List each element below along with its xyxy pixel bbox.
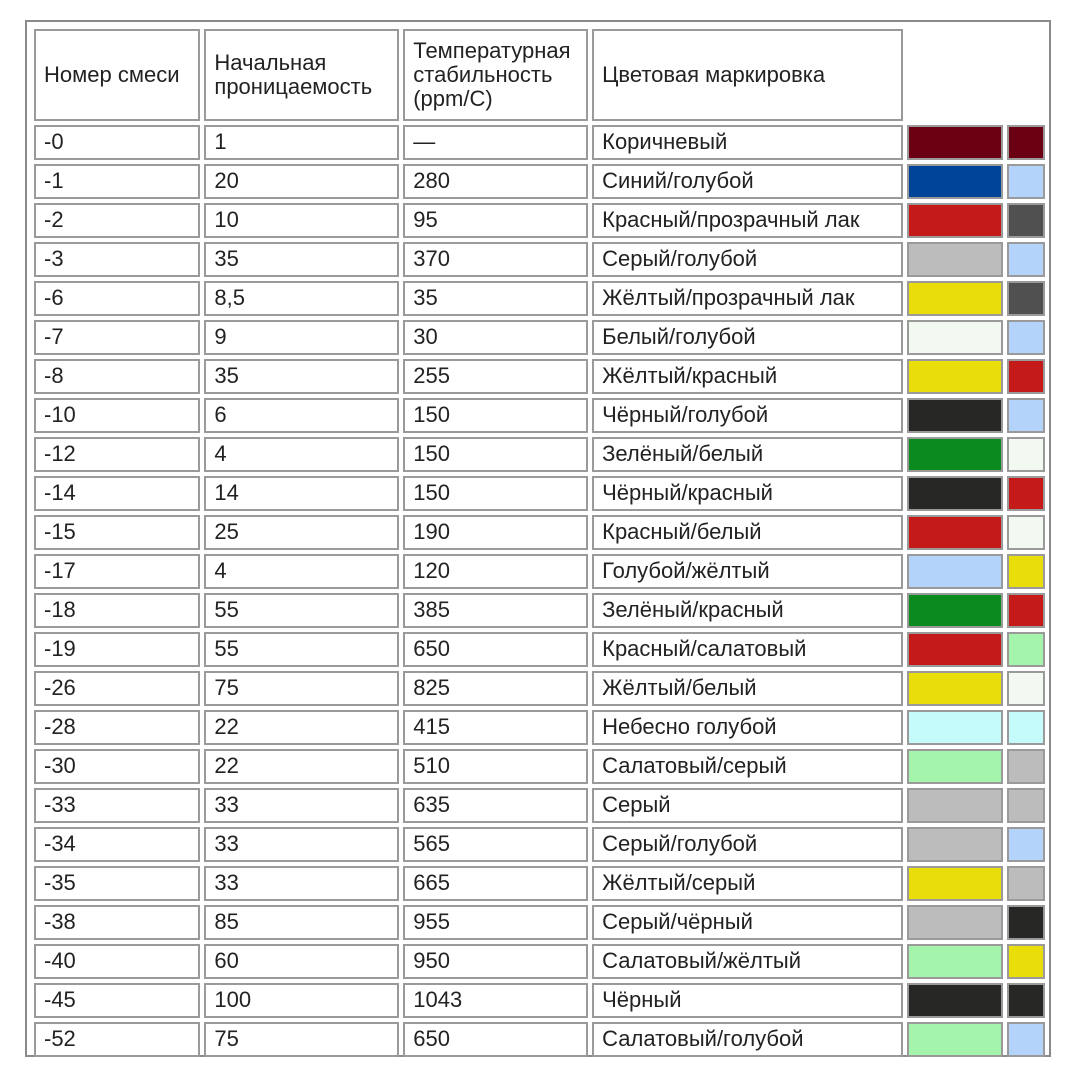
color-swatch-secondary [1007,593,1045,628]
color-swatch-secondary [1007,905,1045,940]
table-row [34,671,1045,706]
cell-mix-number: -45 [34,983,200,1018]
color-swatch-primary [907,788,1003,823]
color-swatch-secondary [1007,710,1045,745]
cell-initial-permeability: 14 [204,476,399,511]
table-row [34,788,1045,823]
cell-mix-number: -33 [34,788,200,823]
cell-initial-permeability: 33 [204,827,399,862]
color-swatch-secondary [1007,944,1045,979]
table-row [34,749,1045,784]
cell-mix-number: -1 [34,164,200,199]
mix-table [30,25,1049,1061]
swatch-fill [1009,712,1043,743]
cell-color-label: Салатовый/серый [592,749,903,784]
table-row [34,1022,1045,1057]
swatch-fill [1009,205,1043,236]
color-swatch-secondary [1007,242,1045,277]
cell-initial-permeability: 10 [204,203,399,238]
color-swatch-secondary [1007,164,1045,199]
swatch-fill [909,829,1001,860]
cell-temperature-stability: 650 [403,1022,588,1057]
swatch-fill [909,712,1001,743]
color-swatch-primary [907,1022,1003,1057]
swatch-fill [909,517,1001,548]
swatch-fill [1009,790,1043,821]
cell-mix-number: -12 [34,437,200,472]
cell-color-label: Жёлтый/белый [592,671,903,706]
cell-initial-permeability: 35 [204,242,399,277]
swatch-fill [909,205,1001,236]
color-swatch-primary [907,359,1003,394]
swatch-fill [1009,907,1043,938]
cell-temperature-stability: 280 [403,164,588,199]
color-swatch-primary [907,515,1003,550]
table-row [34,554,1045,589]
color-swatch-secondary [1007,632,1045,667]
color-swatch-primary [907,476,1003,511]
cell-initial-permeability: 22 [204,749,399,784]
cell-mix-number: -28 [34,710,200,745]
swatch-fill [909,946,1001,977]
color-swatch-secondary [1007,320,1045,355]
cell-mix-number: -34 [34,827,200,862]
cell-temperature-stability: 565 [403,827,588,862]
table-row [34,905,1045,940]
cell-initial-permeability: 55 [204,632,399,667]
header-swatch-blank [907,29,1045,121]
swatch-fill [1009,673,1043,704]
cell-temperature-stability: 35 [403,281,588,316]
cell-initial-permeability: 33 [204,866,399,901]
color-swatch-primary [907,671,1003,706]
swatch-fill [909,322,1001,353]
cell-temperature-stability: 370 [403,242,588,277]
table-row [34,398,1045,433]
cell-color-label: Серый/голубой [592,242,903,277]
cell-temperature-stability: 30 [403,320,588,355]
table-header-row [34,29,1045,121]
cell-temperature-stability: 120 [403,554,588,589]
cell-initial-permeability: 8,5 [204,281,399,316]
cell-color-label: Чёрный/голубой [592,398,903,433]
color-swatch-primary [907,437,1003,472]
color-swatch-secondary [1007,866,1045,901]
swatch-fill [909,985,1001,1016]
color-swatch-secondary [1007,749,1045,784]
swatch-fill [909,478,1001,509]
color-swatch-secondary [1007,437,1045,472]
swatch-fill [1009,283,1043,314]
color-swatch-secondary [1007,1022,1045,1057]
table-row [34,281,1045,316]
color-swatch-primary [907,905,1003,940]
cell-initial-permeability: 22 [204,710,399,745]
swatch-fill [909,634,1001,665]
swatch-fill [1009,985,1043,1016]
color-swatch-secondary [1007,476,1045,511]
swatch-fill [1009,400,1043,431]
cell-temperature-stability: 95 [403,203,588,238]
cell-mix-number: -14 [34,476,200,511]
cell-temperature-stability: 150 [403,437,588,472]
cell-initial-permeability: 75 [204,671,399,706]
cell-color-label: Жёлтый/серый [592,866,903,901]
cell-initial-permeability: 60 [204,944,399,979]
swatch-fill [909,907,1001,938]
cell-initial-permeability: 33 [204,788,399,823]
cell-temperature-stability: 950 [403,944,588,979]
cell-temperature-stability: 955 [403,905,588,940]
cell-mix-number: -18 [34,593,200,628]
cell-color-label: Синий/голубой [592,164,903,199]
cell-temperature-stability: 190 [403,515,588,550]
cell-color-label: Чёрный [592,983,903,1018]
cell-initial-permeability: 55 [204,593,399,628]
swatch-fill [909,283,1001,314]
cell-temperature-stability: 150 [403,398,588,433]
swatch-fill [909,868,1001,899]
swatch-fill [1009,634,1043,665]
cell-initial-permeability: 20 [204,164,399,199]
swatch-fill [909,673,1001,704]
cell-temperature-stability: 650 [403,632,588,667]
table-row [34,710,1045,745]
cell-initial-permeability: 1 [204,125,399,160]
table-row [34,242,1045,277]
swatch-fill [909,556,1001,587]
cell-color-label: Серый/чёрный [592,905,903,940]
header-color-marking: Цветовая маркировка [592,29,903,121]
cell-mix-number: -7 [34,320,200,355]
cell-temperature-stability: 510 [403,749,588,784]
table-row [34,164,1045,199]
color-swatch-primary [907,827,1003,862]
color-swatch-primary [907,554,1003,589]
table-row [34,320,1045,355]
cell-color-label: Белый/голубой [592,320,903,355]
table-row [34,827,1045,862]
swatch-fill [1009,517,1043,548]
swatch-fill [1009,946,1043,977]
cell-color-label: Голубой/жёлтый [592,554,903,589]
swatch-fill [909,790,1001,821]
table-row [34,437,1045,472]
swatch-fill [1009,166,1043,197]
cell-color-label: Красный/белый [592,515,903,550]
color-swatch-secondary [1007,788,1045,823]
swatch-fill [909,1024,1001,1055]
color-swatch-secondary [1007,398,1045,433]
table-row [34,203,1045,238]
cell-mix-number: -52 [34,1022,200,1057]
cell-color-label: Салатовый/голубой [592,1022,903,1057]
table-row [34,359,1045,394]
swatch-fill [1009,361,1043,392]
table-row [34,515,1045,550]
color-swatch-secondary [1007,554,1045,589]
header-temperature-stability: Температурная стабильность (ppm/C) [403,29,588,121]
color-swatch-secondary [1007,827,1045,862]
swatch-fill [1009,829,1043,860]
swatch-fill [909,166,1001,197]
swatch-fill [1009,595,1043,626]
table-row [34,866,1045,901]
cell-mix-number: -2 [34,203,200,238]
color-swatch-primary [907,125,1003,160]
color-swatch-primary [907,242,1003,277]
table-row [34,983,1045,1018]
swatch-fill [1009,439,1043,470]
swatch-fill [1009,244,1043,275]
cell-color-label: Коричневый [592,125,903,160]
cell-initial-permeability: 25 [204,515,399,550]
color-swatch-primary [907,398,1003,433]
cell-temperature-stability: 635 [403,788,588,823]
table-row [34,944,1045,979]
cell-initial-permeability: 75 [204,1022,399,1057]
header-initial-permeability: Начальная проницаемость [204,29,399,121]
swatch-fill [909,595,1001,626]
table-row [34,632,1045,667]
cell-temperature-stability: — [403,125,588,160]
color-swatch-secondary [1007,281,1045,316]
color-swatch-secondary [1007,983,1045,1018]
color-swatch-primary [907,320,1003,355]
cell-initial-permeability: 4 [204,554,399,589]
cell-color-label: Красный/салатовый [592,632,903,667]
cell-mix-number: -38 [34,905,200,940]
cell-temperature-stability: 255 [403,359,588,394]
cell-initial-permeability: 85 [204,905,399,940]
cell-color-label: Небесно голубой [592,710,903,745]
swatch-fill [909,361,1001,392]
swatch-fill [1009,868,1043,899]
color-swatch-primary [907,710,1003,745]
swatch-fill [909,244,1001,275]
cell-temperature-stability: 385 [403,593,588,628]
cell-initial-permeability: 35 [204,359,399,394]
cell-mix-number: -35 [34,866,200,901]
cell-color-label: Салатовый/жёлтый [592,944,903,979]
cell-color-label: Чёрный/красный [592,476,903,511]
cell-mix-number: -40 [34,944,200,979]
cell-mix-number: -26 [34,671,200,706]
swatch-fill [909,439,1001,470]
cell-mix-number: -3 [34,242,200,277]
cell-temperature-stability: 1043 [403,983,588,1018]
swatch-fill [1009,751,1043,782]
cell-color-label: Жёлтый/красный [592,359,903,394]
color-swatch-secondary [1007,203,1045,238]
swatch-fill [1009,1024,1043,1055]
swatch-fill [909,751,1001,782]
cell-temperature-stability: 415 [403,710,588,745]
table-row [34,593,1045,628]
cell-mix-number: -30 [34,749,200,784]
color-swatch-secondary [1007,359,1045,394]
cell-color-label: Зелёный/белый [592,437,903,472]
color-swatch-primary [907,632,1003,667]
color-swatch-secondary [1007,515,1045,550]
cell-initial-permeability: 9 [204,320,399,355]
color-swatch-secondary [1007,671,1045,706]
color-swatch-primary [907,983,1003,1018]
cell-mix-number: -0 [34,125,200,160]
cell-temperature-stability: 665 [403,866,588,901]
cell-mix-number: -19 [34,632,200,667]
cell-initial-permeability: 100 [204,983,399,1018]
color-swatch-primary [907,866,1003,901]
cell-mix-number: -6 [34,281,200,316]
cell-color-label: Зелёный/красный [592,593,903,628]
color-swatch-secondary [1007,125,1045,160]
swatch-fill [1009,478,1043,509]
swatch-fill [1009,556,1043,587]
cell-mix-number: -15 [34,515,200,550]
cell-mix-number: -10 [34,398,200,433]
cell-color-label: Серый [592,788,903,823]
swatch-fill [1009,322,1043,353]
cell-initial-permeability: 6 [204,398,399,433]
swatch-fill [909,400,1001,431]
cell-mix-number: -8 [34,359,200,394]
cell-color-label: Серый/голубой [592,827,903,862]
table-row [34,476,1045,511]
cell-temperature-stability: 825 [403,671,588,706]
swatch-fill [909,127,1001,158]
color-swatch-primary [907,593,1003,628]
cell-color-label: Красный/прозрачный лак [592,203,903,238]
color-swatch-primary [907,281,1003,316]
color-swatch-primary [907,749,1003,784]
table-body [34,125,1045,1057]
cell-initial-permeability: 4 [204,437,399,472]
color-swatch-primary [907,203,1003,238]
cell-temperature-stability: 150 [403,476,588,511]
header-mix-number: Номер смеси [34,29,200,121]
swatch-fill [1009,127,1043,158]
cell-mix-number: -17 [34,554,200,589]
mix-table-frame [25,20,1051,1057]
color-swatch-primary [907,944,1003,979]
color-swatch-primary [907,164,1003,199]
table-row [34,125,1045,160]
cell-color-label: Жёлтый/прозрачный лак [592,281,903,316]
